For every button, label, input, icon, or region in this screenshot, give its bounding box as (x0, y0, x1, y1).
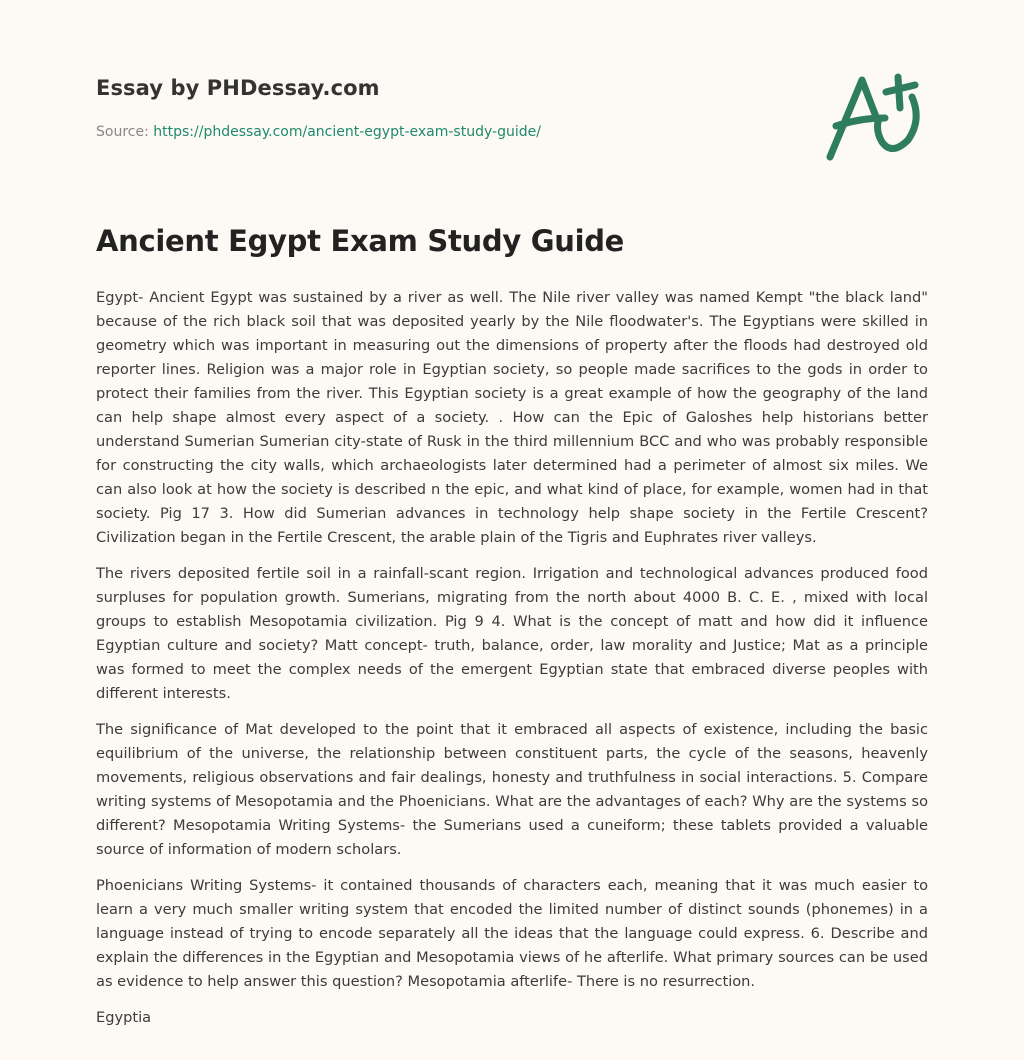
paragraph: Egypt- Ancient Egypt was sustained by a river as well. The Nile river valley was named Kempt "the black land" because of the rich black soil that was deposited yearly by the Nile floodwater's. The Egyptians were skilled in geometry which was important in measuring out the dimensions of property after the floods had destroyed old reporter lines. Religion was a major role in Egyptian society, so people made sacrifices to the gods in order to protect their families from the river. This Egyptian society is a great example of how the geography of the land can help shape almost every aspect of a society. . How can the Epic of Galoshes help historians better understand Sumerian Sumerian city-state of Rusk in the third millennium BCC and who was probably responsible for constructing the city walls, which archaeologists later determined had a perimeter of almost six miles. We can also look at how the society is described n the epic, and what kind of place, for example, women had in that society. Pig 17 3. How did Sumerian advances in technology help shape society in the Fertile Crescent? Civilization began in the Fertile Crescent, the arable plain of the Tigris and Euphrates river valleys. (96, 289, 928, 546)
a-plus-logo-icon (800, 60, 950, 180)
page-title: Ancient Egypt Exam Study Guide (96, 224, 625, 258)
essay-body (96, 286, 928, 1042)
site-brand: Essay by PHDessay.com (96, 76, 380, 100)
source-label: Source: (96, 124, 149, 140)
paragraph: The rivers deposited fertile soil in a rainfall-scant region. Irrigation and technological advances produced food surpluses for population growth. Sumerians, migrating from the north about 4000 B. C. E. , mixed with local groups to establish Mesopotamia civilization. Pig 9 4. What is the concept of matt and how did it influence Egyptian culture and society? Matt concept- truth, balance, order, law morality and Justice; Mat as a principle was formed to meet the complex needs of the emergent Egyptian state that embraced diverse peoples with different interests. (96, 565, 928, 702)
paragraph: The significance of Mat developed to the point that it embraced all aspects of existence, including the basic equilibrium of the universe, the relationship between constituent parts, the cycle of the seasons, heavenly movements, religious observations and fair dealings, honesty and truthfulness in social interactions. 5. Compare writing systems of Mesopotamia and the Phoenicians. What are the advantages of each? Why are the systems so different? Mesopotamia Writing Systems- the Sumerians used a cuneiform; these tablets provided a valuable source of information of modern scholars. (96, 721, 928, 858)
source-link[interactable]: https://phdessay.com/ancient-egypt-exam-study-guide/ (153, 124, 541, 140)
source-line (96, 124, 541, 140)
paragraph: Egyptia (96, 1009, 152, 1026)
paragraph: Phoenicians Writing Systems- it contained thousands of characters each, meaning that it was much easier to learn a very much smaller writing system that encoded the limited number of distinct sounds (phonemes) in a language instead of trying to encode separately all the ideas that the language could express. 6. Describe and explain the differences in the Egyptian and Mesopotamia views of he afterlife. What primary sources can be used as evidence to help answer this question? Mesopotamia afterlife- There is no resurrection. (96, 877, 928, 990)
